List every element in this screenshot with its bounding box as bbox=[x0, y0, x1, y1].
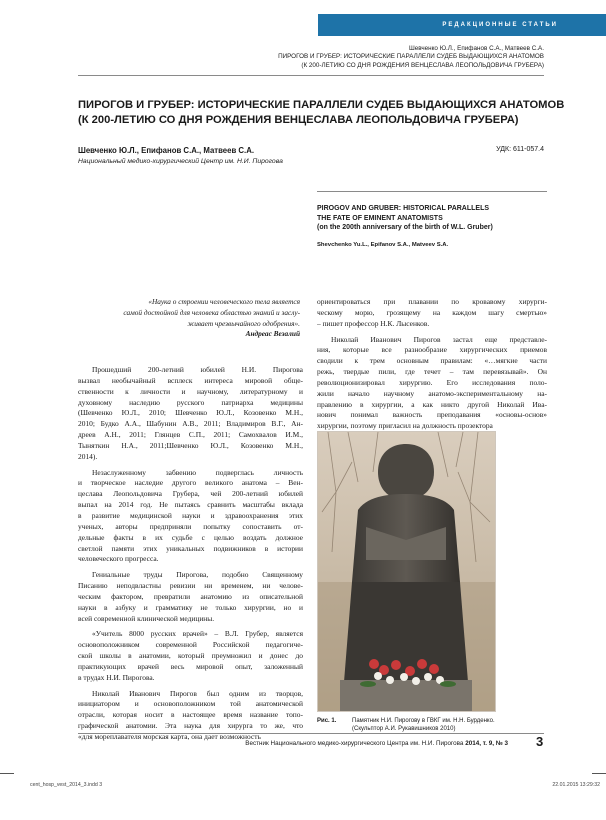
text-line: Тыняткин Н.А., 2011;Шевченко Ю.Л., Козовенко М.Н., bbox=[78, 440, 303, 450]
text-line: основоположником современной Российской педагогиче- bbox=[78, 640, 303, 650]
article-authors: Шевченко Ю.Л., Епифанов С.А., Матвеев С.А. bbox=[78, 146, 255, 155]
monument-photo bbox=[317, 431, 496, 712]
text-line: «для мореплавателя морская карта, она дает возможность bbox=[78, 732, 261, 741]
article-title-line: ПИРОГОВ И ГРУБЕР: ИСТОРИЧЕСКИЕ ПАРАЛЛЕЛИ СУДЕБ ВЫДАЮЩИХСЯ АНАТОМОВ bbox=[78, 99, 565, 111]
journal-issue: 2014, т. 9, № 3 bbox=[465, 740, 508, 747]
header-rule bbox=[78, 75, 544, 76]
figure-caption-line: Памятник Н.И. Пирогову в ГВКГ им. Н.Н. Бурденко. bbox=[352, 718, 495, 724]
paragraph bbox=[317, 335, 547, 433]
text-line: ственности к личности и научному, литературному и bbox=[78, 386, 303, 396]
crop-mark bbox=[592, 773, 606, 774]
english-title-line: THE FATE OF EMINENT ANATOMISTS bbox=[317, 214, 443, 222]
running-head-subtitle: (К 200-ЛЕТИЮ СО ДНЯ РОЖДЕНИЯ ВЕНЦЕСЛАВА ЛЕОПОЛЬДОВИЧА ГРУБЕРА) bbox=[301, 61, 544, 69]
text-line: и творческое наследие другого великого анатома – Вен- bbox=[78, 478, 303, 488]
text-line: Писанию неподвластны ревизии ни временем, ни челове- bbox=[78, 581, 303, 591]
paragraph bbox=[317, 297, 547, 330]
text-line: (Шевченко Ю.Л., 2010; Шевченко Ю.Л., Козовенко М.Н., bbox=[78, 408, 303, 418]
text-line: ориентироваться при плавании по кровавому хирурги- bbox=[317, 297, 547, 306]
journal-name: Вестник Национального медико-хирургического Центра им. Н.И. Пирогова bbox=[245, 740, 464, 747]
figure-caption-line: (Скульптор А.И. Рукавишников 2010) bbox=[352, 726, 456, 732]
english-title bbox=[317, 204, 547, 233]
epigraph-line: самой достойной для человека областью знаний и заслу- bbox=[123, 307, 300, 317]
crop-mark bbox=[0, 773, 14, 774]
running-head bbox=[184, 45, 544, 70]
epigraph-line: живает чрезвычайного одобрения». bbox=[187, 318, 300, 328]
epigraph bbox=[78, 297, 300, 340]
text-line: дреев А.Н., 2011; Глянцев С.П., 2011; Самохвалов И.М., bbox=[78, 430, 303, 440]
english-block-rule bbox=[317, 191, 547, 192]
affiliation: Национальный медико-хирургический Центр им. Н.И. Пирогова bbox=[78, 158, 283, 165]
text-line: – пишет профессор Н.К. Лысенков. bbox=[317, 318, 430, 328]
text-line: революционизировал хирургию. Его исследования поло- bbox=[317, 377, 547, 387]
text-line: ческим фактором, превратили анатомию из описательной bbox=[78, 591, 303, 601]
journal-footer bbox=[245, 740, 508, 747]
english-authors: Shevchenko Yu.L., Epifanov S.A., Matveev S.A. bbox=[317, 242, 449, 248]
text-line: вызвал необычайный всплеск интереса мировой обще- bbox=[78, 375, 303, 385]
article-title-line: (К 200-ЛЕТИЮ СО ДНЯ РОЖДЕНИЯ ВЕНЦЕСЛАВА ЛЕОПОЛЬДОВИЧА ГРУБЕРА) bbox=[78, 114, 519, 126]
paragraph bbox=[78, 629, 303, 683]
section-band: РЕДАКЦИОННЫЕ СТАТЬИ bbox=[318, 14, 606, 36]
text-line: ния, которые все разнообразие хирургических приемов bbox=[317, 345, 547, 355]
english-title-line: PIROGOV AND GRUBER: HISTORICAL PARALLELS bbox=[317, 205, 490, 212]
text-line: ученых, авторы предприняли попытку сопоставить от- bbox=[78, 521, 303, 531]
paragraph bbox=[78, 570, 303, 624]
text-line: хирургии, поэтому пригласил на должность прозектора bbox=[317, 421, 493, 431]
text-line: Николай Иванович Пирогов был одним из творцов, bbox=[92, 688, 303, 698]
footer-rule bbox=[78, 733, 544, 734]
text-line: «Учитель 8000 русских врачей» – В.Л. Грубер, является bbox=[92, 629, 303, 639]
text-line: светлой памяти этих уникальных подвижников в истории bbox=[78, 543, 303, 553]
paragraph bbox=[78, 365, 303, 463]
body-column-right bbox=[317, 297, 547, 432]
epigraph-author: Андреас Везалий bbox=[245, 329, 300, 339]
paragraph bbox=[78, 468, 303, 566]
text-line: цеслава Леопольдовича Грубера, чей 200-летний юбилей bbox=[78, 489, 303, 499]
text-line: правлению в хирургии, а как никто другой Николай Ива- bbox=[317, 399, 547, 409]
text-line: ской школы в анатомии, который преумножил и донес до bbox=[78, 651, 303, 661]
paragraph bbox=[78, 689, 303, 743]
body-column-left bbox=[78, 365, 303, 743]
figure-label: Рис. 1. bbox=[317, 718, 337, 724]
text-line: жили начало научному анатомо-экспериментальному на- bbox=[317, 388, 547, 398]
indd-slug-timestamp: 22.01.2015 13:29:32 bbox=[552, 782, 600, 788]
text-line: ческому морю, грозящему на каждом шагу смертью» bbox=[317, 307, 547, 317]
epigraph-line: «Наука о строении человеческого тела является bbox=[148, 297, 300, 306]
text-line: отрасли, которая носит в настоящее время название топо- bbox=[78, 710, 303, 720]
text-line: 2014). bbox=[78, 451, 98, 461]
page-number: 3 bbox=[536, 734, 544, 749]
text-line: инициатором и основоположником той анатомической bbox=[78, 699, 303, 709]
text-line: в развитие медицинской науки и здравоохранения этих bbox=[78, 510, 303, 520]
text-line: человеческого прогресса. bbox=[78, 554, 159, 564]
text-line: дельные факты в их судьбе с целью воздать должное bbox=[78, 532, 303, 542]
text-line: науки в азбуку и грамматику не только хирургии, но и bbox=[78, 602, 303, 612]
text-line: сводили к трем основным правилам: «…мягкие части bbox=[317, 356, 547, 366]
text-line: духовному наследию русского патриарха медицины bbox=[78, 397, 303, 407]
article-title bbox=[78, 98, 565, 128]
running-head-title: ПИРОГОВ И ГРУБЕР: ИСТОРИЧЕСКИЕ ПАРАЛЛЕЛИ СУДЕБ ВЫДАЮЩИХСЯ АНАТОМОВ bbox=[278, 53, 544, 61]
english-title-line: (on the 200th anniversary of the birth of W.L. Gruber) bbox=[317, 224, 493, 232]
text-line: 2010; Будко А.А., Шабунин А.В., 2011; Владимиров В.Г., Ан- bbox=[78, 419, 303, 429]
pirogov-monument-image bbox=[318, 432, 496, 712]
text-line: нович понимал важность преподавания «основы-основ» bbox=[317, 410, 547, 420]
text-line: графической анатомии. Эта наука для хирурга то же, что bbox=[78, 721, 303, 731]
text-line: выпал на 2014 год. Не пытаясь сравнить масштабы вклада bbox=[78, 500, 303, 510]
text-line: Николай Иванович Пирогов застал еще представле- bbox=[331, 334, 547, 344]
text-line: практикующих врачей весь мировой опыт, заложенный bbox=[78, 661, 303, 671]
text-line: в трудах Н.И. Пирогова. bbox=[78, 672, 155, 682]
text-line: Незаслуженному забвению подверглась личность bbox=[92, 467, 303, 477]
indd-slug-file: cent_hosp_vest_2014_3.indd 3 bbox=[30, 782, 103, 788]
figure-caption bbox=[317, 717, 547, 733]
text-line: Гениальные труды Пирогова, подобно Священному bbox=[92, 570, 303, 580]
text-line: всей современной клинической медицины. bbox=[78, 613, 215, 623]
text-line: Прошедший 200-летний юбилей Н.И. Пирогова bbox=[92, 365, 303, 374]
text-line: режь, твердые пили, где течет – там перевязывай». Он bbox=[317, 367, 547, 377]
running-head-authors: Шевченко Ю.Л., Епифанов С.А., Матвеев С.А. bbox=[409, 45, 544, 52]
udc-code: УДК: 611-057.4 bbox=[496, 146, 544, 153]
